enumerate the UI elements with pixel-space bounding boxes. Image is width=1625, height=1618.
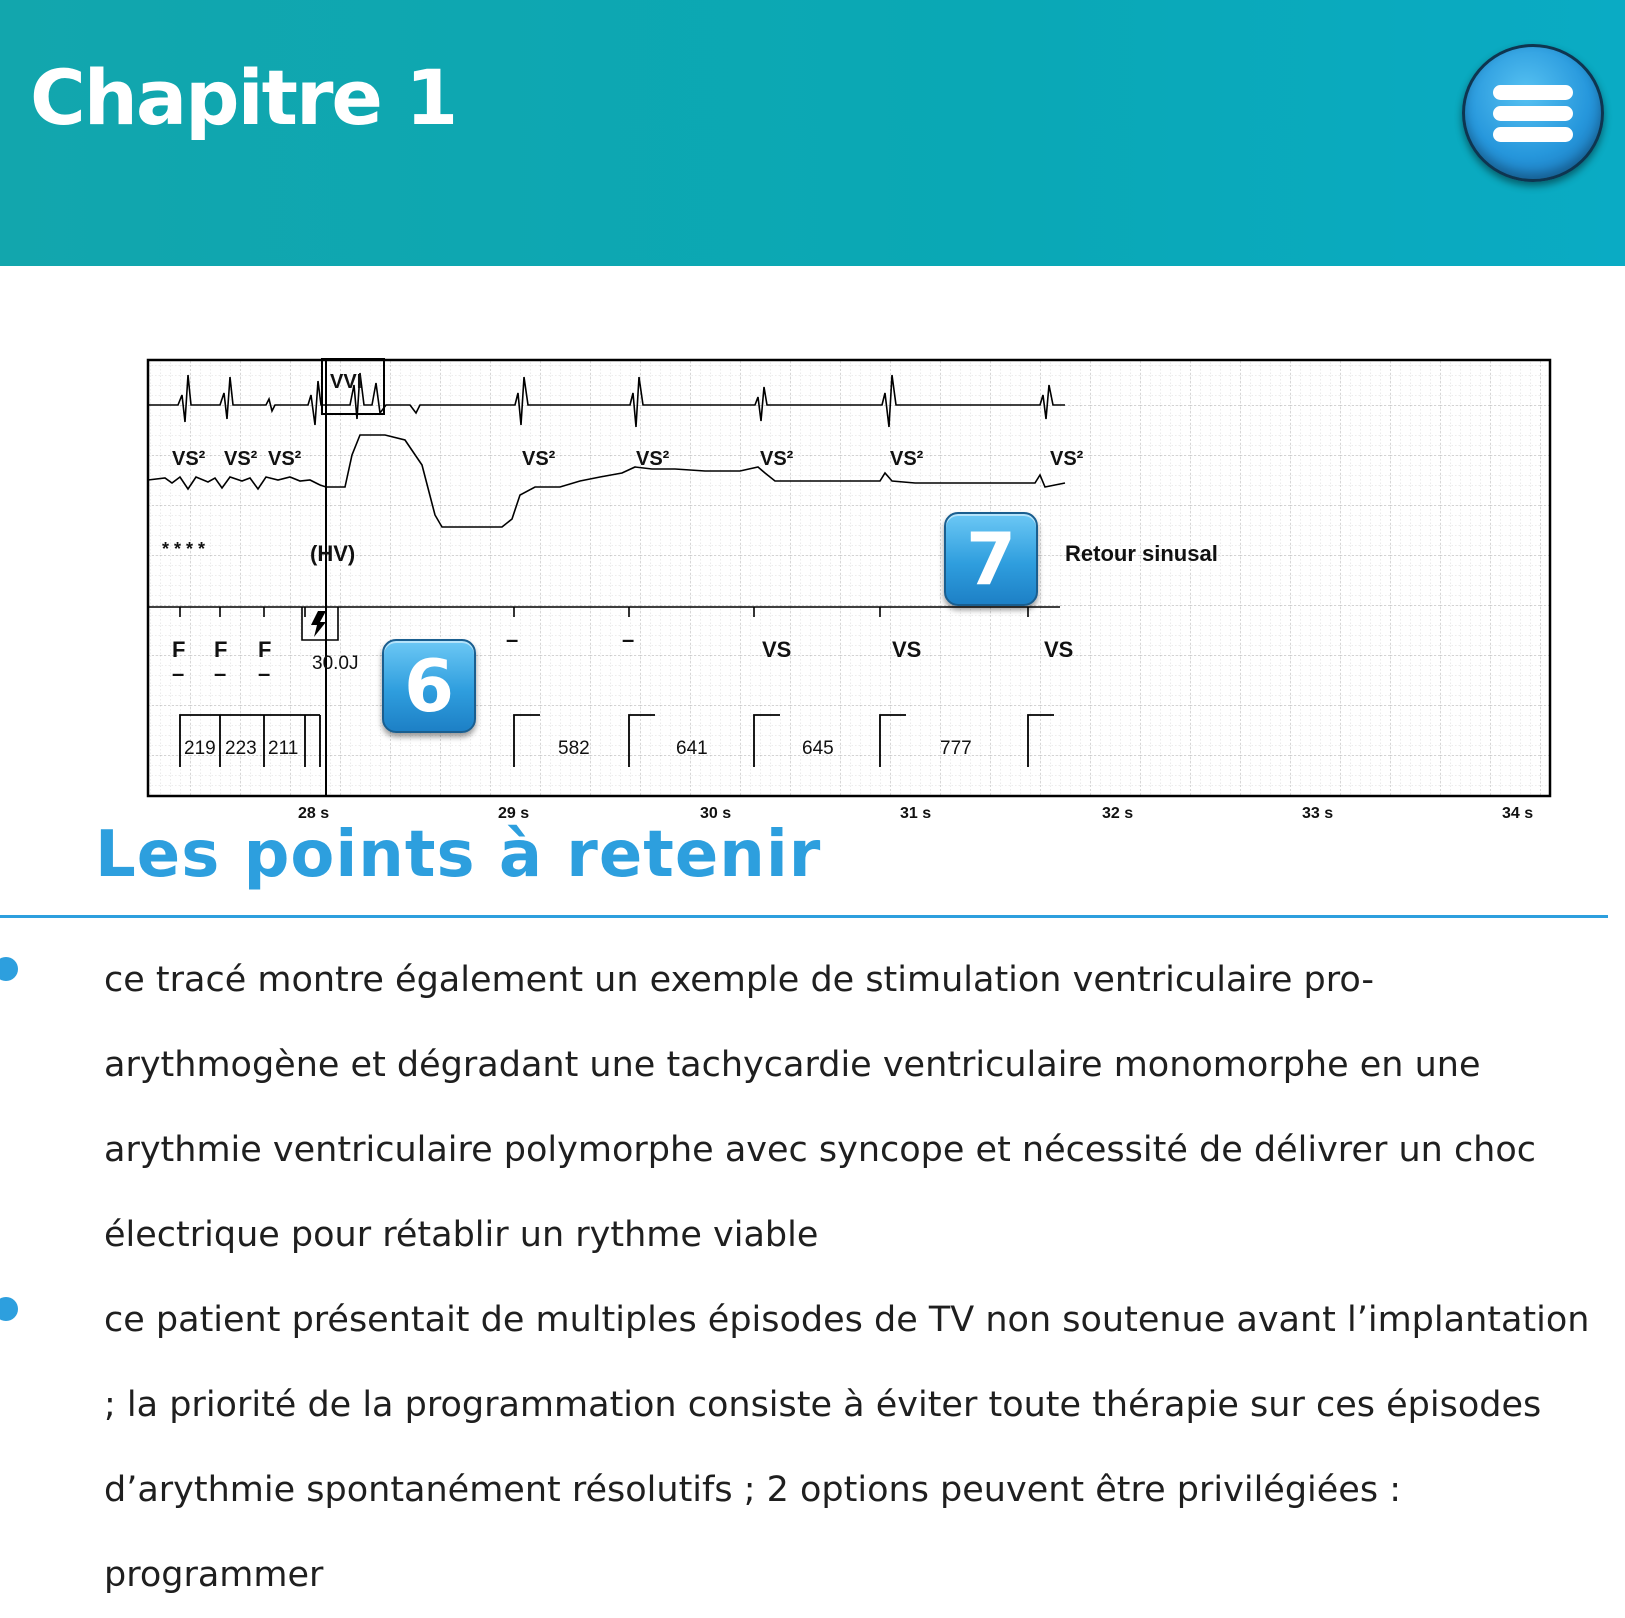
bullet-item: ce tracé montre également un exemple de stimulation ventriculaire pro-arythmogène et dégradant une tachycardie ventriculaire monomorphe en une arythmie ventriculaire polymorphe avec syncope et nécessité de délivrer un choc électrique pour rétablir un rythme viable xyxy=(104,960,1537,1255)
interval-value: 777 xyxy=(940,738,972,759)
step-badge-6: 6 xyxy=(382,639,476,733)
marker-dash: – xyxy=(258,661,271,686)
bullet-dot xyxy=(0,957,18,981)
bullet-item: ce patient présentait de multiples épisodes de TV non soutenue avant l’implantation ; la priorité de la programmation consiste à éviter toute thérapie sur ces épisodes d’arythmie spontanément résolutifs ; 2 options peuvent être privilégiées : programmer xyxy=(104,1300,1590,1595)
hv-label: (HV) xyxy=(310,541,356,566)
marker-dash: – xyxy=(622,627,635,652)
interval-value: 645 xyxy=(802,738,834,759)
section-title: Les points à retenir xyxy=(95,818,822,892)
section-divider xyxy=(0,915,1608,918)
time-tick: 34 s xyxy=(1502,805,1534,822)
vvi-label: VVI xyxy=(330,371,363,393)
marker-vs2: VS² xyxy=(890,448,924,470)
marker-dash: – xyxy=(214,661,227,686)
ecg-figure xyxy=(140,355,1560,830)
time-tick: 31 s xyxy=(900,805,932,822)
chapter-header xyxy=(0,0,1625,266)
marker-vs2: VS² xyxy=(268,448,302,470)
marker-vs: VS xyxy=(762,637,792,662)
time-tick: 28 s xyxy=(298,805,330,822)
time-tick: 32 s xyxy=(1102,805,1134,822)
marker-vs2: VS² xyxy=(760,448,794,470)
marker-f: F xyxy=(214,637,228,662)
marker-vs2: VS² xyxy=(522,448,556,470)
time-tick: 33 s xyxy=(1302,805,1334,822)
interval-value: 582 xyxy=(558,738,590,759)
interval-value: 211 xyxy=(268,738,299,759)
step-badge-7: 7 xyxy=(944,512,1038,606)
menu-button[interactable] xyxy=(1462,44,1604,182)
interval-value: 641 xyxy=(676,738,708,759)
marker-dash: – xyxy=(506,627,519,652)
marker-vs2: VS² xyxy=(224,448,258,470)
bullet-dot xyxy=(0,1297,18,1321)
marker-f: F xyxy=(172,637,186,662)
shock-energy-label: 30.0J xyxy=(312,653,359,674)
marker-f: F xyxy=(258,637,272,662)
time-tick: 30 s xyxy=(700,805,732,822)
sinus-return-label: Retour sinusal xyxy=(1065,541,1218,566)
asterisk-markers: * * * * xyxy=(162,539,206,559)
marker-vs2: VS² xyxy=(636,448,670,470)
marker-dash: – xyxy=(172,661,185,686)
time-tick: 29 s xyxy=(498,805,530,822)
marker-vs2: VS² xyxy=(172,448,206,470)
interval-value: 219 xyxy=(184,738,216,759)
marker-vs2: VS² xyxy=(1050,448,1084,470)
interval-value: 223 xyxy=(225,738,257,759)
marker-vs: VS xyxy=(1044,637,1074,662)
marker-vs: VS xyxy=(892,637,922,662)
chapter-title: Chapitre 1 xyxy=(30,53,457,142)
